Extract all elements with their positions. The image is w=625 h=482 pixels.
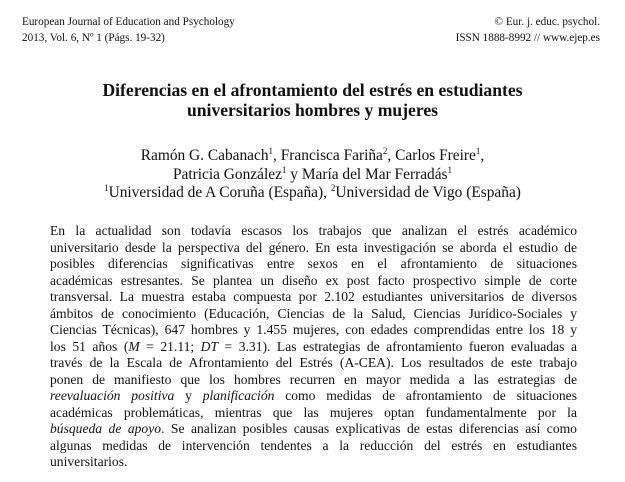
abstract-line: Ciencias Técnicas), 647 hombres y 1.455 mujeres, con edades comprendidas entre los 18 y [50,322,577,337]
author-conjunction: y [286,165,302,183]
abstract-line: posibles diferencias significativas entre sexos en el afrontamiento de situaciones [50,256,577,271]
abstract-line: ámbitos de conocimiento (Educación, Ciencias de la Salud, Ciencias Jurídico-Sociales y [50,305,577,321]
copyright-line: © Eur. j. educ. psychol. [494,16,600,28]
stat-symbol-sd: DT [200,338,219,354]
abstract-line: algunas medidas de intervención tendentes a la reducción del estrés en estudiantes [50,437,577,453]
author-separator: , [480,147,485,164]
journal-header-right [456,14,600,46]
author-name: Ramón G. Cabanach [140,147,269,164]
affiliation-mark: 1 [104,183,109,193]
journal-header [22,14,235,46]
emphasis-term: búsqueda de apoyo [50,421,162,436]
abstract-line [50,339,577,356]
abstract-line: académicas estresantes. Se plantea un diseño ex post facto prospectivo simple de corte [50,272,577,288]
issn-line: ISSN 1888-8992 // www.ejep.es [455,32,600,44]
title-line-2: universitarios hombres y mujeres [186,100,439,120]
abstract-line: En la actualidad son todavía escasos los trabajos que analizan el estrés académico [50,223,577,238]
title-line-1: Diferencias en el afrontamiento del estrés en estudiantes [102,80,523,100]
abstract-text: . Se analizan posibles causas explicativas de estas diferencias así como [161,421,577,436]
author-line-2 [0,166,625,185]
author-block [0,147,625,203]
emphasis-term: planificación [202,388,275,403]
abstract-line: ponen de manifiesto que los hombres recurren en mayor medida a las estrategias de [50,371,577,387]
affiliations-line [0,184,625,203]
author-affiliation-mark: 1 [268,146,274,156]
author-name: María del Mar Ferradás [301,165,448,183]
author-affiliation-mark: 2 [382,146,388,156]
abstract-paragraph [50,223,577,471]
author-affiliation-mark: 1 [281,164,287,175]
affiliation-name: Universidad de A Coruña (España), [108,184,331,201]
author-name: Carlos Freire [395,147,476,164]
author-name: Patricia González [172,165,282,183]
abstract-line: universitarios. [50,454,128,469]
abstract-line: académicas problemáticas, mientras que las mujeres optan fundamentalmente por la [50,404,577,420]
paper-title [0,80,625,120]
abstract-text: = 3.31). Las estrategias de afrontamiento fueron evaluadas a [218,338,577,354]
affiliation-name: Universidad de Vigo (España) [335,184,521,201]
abstract-line: transversal. La muestra estaba compuesta por 2.102 estudiantes universitarios de diversos [50,289,577,304]
abstract-text: como medidas de afrontamiento de situaciones [274,388,577,403]
author-affiliation-mark: 1 [475,146,481,156]
abstract-line [50,388,577,405]
emphasis-term: reevaluación positiva [50,388,175,403]
author-name: Francisca Fariña [280,147,383,164]
abstract-line: universitario desde la perspectiva del género. En esta investigación se aborda el estudio de [50,239,577,255]
abstract-line [50,421,577,438]
journal-issue: 2013, Vol. 6, Nº 1 (Págs. 19-32) [22,32,165,44]
abstract-text: los 51 años ( [50,338,129,354]
abstract-text: y [174,388,203,403]
author-line-1 [0,147,625,166]
affiliation-mark: 2 [330,183,336,193]
author-separator: , [387,147,396,164]
abstract-text: = 21.11; [139,338,201,354]
author-affiliation-mark: 1 [447,164,453,175]
journal-name: European Journal of Education and Psychology [22,16,235,28]
stat-symbol-mean: M [128,338,140,354]
abstract-line: través de la Escala de Afrontamiento del Estrés (A-CEA). Los resultados de este trabajo [50,355,577,370]
author-separator: , [273,147,281,164]
